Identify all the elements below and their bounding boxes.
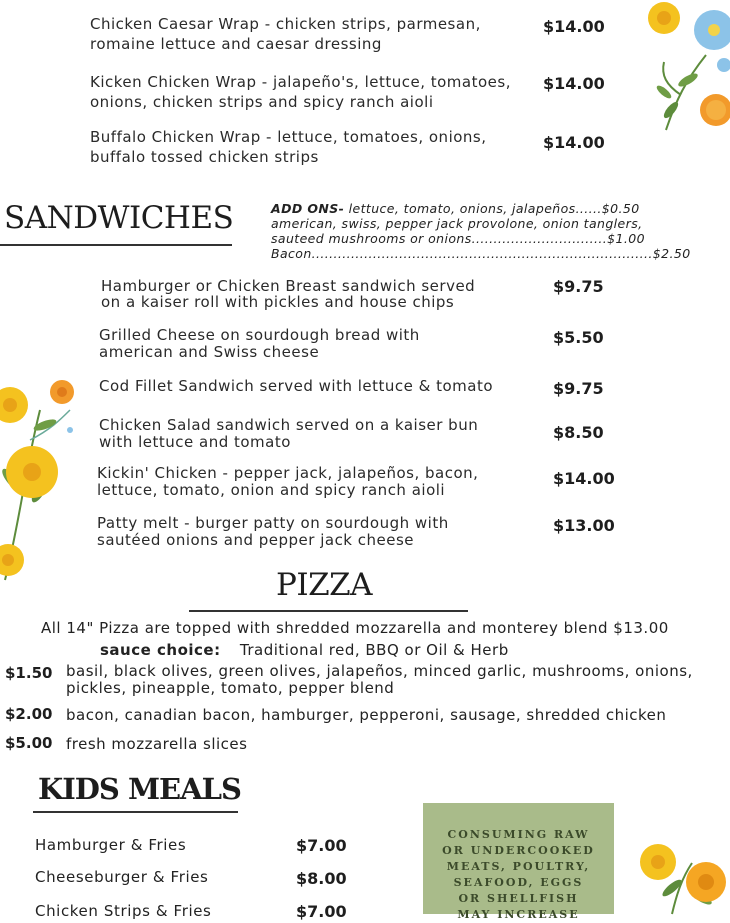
sandwich-item xyxy=(101,278,475,311)
topping-line: fresh mozzarella slices xyxy=(66,735,248,753)
sandwich-price: $9.75 xyxy=(553,277,604,296)
pizza-description: All 14" Pizza are topped with shredded mozzarella and monterey blend $13.00 xyxy=(41,619,669,637)
wrap-price: $14.00 xyxy=(543,17,605,36)
wrap-description-line: Chicken Caesar Wrap - chicken strips, parmesan, xyxy=(90,15,481,33)
wrap-price: $14.00 xyxy=(543,133,605,152)
sandwich-description-line: american and Swiss cheese xyxy=(99,343,320,361)
flower-decoration-top-right-icon xyxy=(636,0,730,135)
topping-line: pickles, pineapple, tomato, pepper blend xyxy=(66,679,395,697)
kids-item-name: Hamburger & Fries xyxy=(35,836,187,854)
sauce-choice-options: Traditional red, BBQ or Oil & Herb xyxy=(239,641,509,659)
sauce-choice-row xyxy=(100,642,509,659)
wrap-item xyxy=(90,74,511,111)
wrap-description-line: Buffalo Chicken Wrap - lettuce, tomatoes, onions, xyxy=(90,128,487,146)
pizza-heading-underline xyxy=(189,610,468,612)
wrap-item xyxy=(90,16,481,53)
pizza-heading: PIZZA xyxy=(276,567,373,603)
sandwich-description-line: Hamburger or Chicken Breast sandwich served xyxy=(101,277,476,295)
add-ons-line: Bacon..............................................................................$2.50 xyxy=(271,246,691,261)
kids-item-name: Chicken Strips & Fries xyxy=(35,902,212,920)
sandwich-description-line: lettuce, tomato, onion and spicy ranch aioli xyxy=(97,481,446,499)
advisory-line: MEATS, POULTRY, xyxy=(446,860,591,873)
sandwich-price: $9.75 xyxy=(553,379,604,398)
sandwich-item xyxy=(99,378,493,395)
sandwich-price: $5.50 xyxy=(553,328,604,347)
sandwich-price: $14.00 xyxy=(553,469,615,488)
flower-decoration-left-icon xyxy=(0,350,80,590)
sandwiches-heading-underline xyxy=(0,244,232,246)
kids-item-name: Cheeseburger & Fries xyxy=(35,868,209,886)
topping-line: basil, black olives, green olives, jalapeños, minced garlic, mushrooms, onions, xyxy=(66,662,693,680)
kids-item-price: $8.00 xyxy=(296,869,347,888)
sandwich-description-line: Kickin' Chicken - pepper jack, jalapeños, bacon, xyxy=(97,464,479,482)
consumer-advisory-text xyxy=(423,803,614,923)
add-ons-label: ADD ONS- xyxy=(271,201,345,216)
sandwich-description-line: Patty melt - burger patty on sourdough with xyxy=(97,514,449,532)
sandwich-price: $8.50 xyxy=(553,423,604,442)
advisory-line: SEAFOOD, EGGS xyxy=(453,876,584,889)
wrap-price: $14.00 xyxy=(543,74,605,93)
advisory-line: MAY INCREASE xyxy=(457,908,580,921)
sandwich-description-line: on a kaiser roll with pickles and house chips xyxy=(101,293,455,311)
sandwich-description-line: Chicken Salad sandwich served on a kaiser bun xyxy=(99,416,479,434)
consumer-advisory-box xyxy=(423,803,614,921)
advisory-line: OR UNDERCOOKED xyxy=(442,844,595,857)
kids-meals-heading-underline xyxy=(33,811,238,813)
topping-list xyxy=(66,663,693,697)
add-ons-text: lettuce, tomato, onions, jalapeños......$0.50 xyxy=(344,201,640,216)
sauce-choice-label: sauce choice: xyxy=(100,641,221,659)
kids-item-price: $7.00 xyxy=(296,836,347,855)
topping-price: $5.00 xyxy=(5,734,53,752)
kids-meals-heading: KIDS MEALS xyxy=(38,772,241,806)
topping-price: $1.50 xyxy=(5,664,53,682)
kids-item-price: $7.00 xyxy=(296,902,347,921)
sandwiches-heading: SANDWICHES xyxy=(4,200,234,236)
wrap-description-line: buffalo tossed chicken strips xyxy=(90,148,319,166)
sandwich-item xyxy=(97,515,449,549)
sandwich-description-line: sautéed onions and pepper jack cheese xyxy=(97,531,415,549)
sandwich-description-line: Grilled Cheese on sourdough bread with xyxy=(99,326,420,344)
wrap-description-line: onions, chicken strips and spicy ranch aioli xyxy=(90,93,434,111)
sandwich-description-line: Cod Fillet Sandwich served with lettuce & tomato xyxy=(99,377,494,395)
sandwich-item xyxy=(99,417,478,451)
sandwich-description-line: with lettuce and tomato xyxy=(99,433,291,451)
advisory-line: CONSUMING RAW xyxy=(447,828,590,841)
sandwich-item xyxy=(99,327,420,361)
add-ons-line: american, swiss, pepper jack provolone, onion tanglers, xyxy=(271,216,643,231)
wrap-description-line: Kicken Chicken Wrap - jalapeño's, lettuce, tomatoes, xyxy=(90,73,511,91)
add-ons-line: sauteed mushrooms or onions...............................$1.00 xyxy=(271,231,645,246)
sandwich-item xyxy=(97,465,478,499)
topping-price: $2.00 xyxy=(5,705,53,723)
advisory-line: OR SHELLFISH xyxy=(458,892,579,905)
wrap-item xyxy=(90,129,487,166)
add-ons-block xyxy=(271,201,691,261)
add-ons-line xyxy=(271,201,691,216)
wrap-description-line: romaine lettuce and caesar dressing xyxy=(90,35,382,53)
sandwich-price: $13.00 xyxy=(553,516,615,535)
topping-line: bacon, canadian bacon, hamburger, pepperoni, sausage, shredded chicken xyxy=(66,706,667,724)
flower-decoration-bottom-right-icon xyxy=(632,838,730,914)
